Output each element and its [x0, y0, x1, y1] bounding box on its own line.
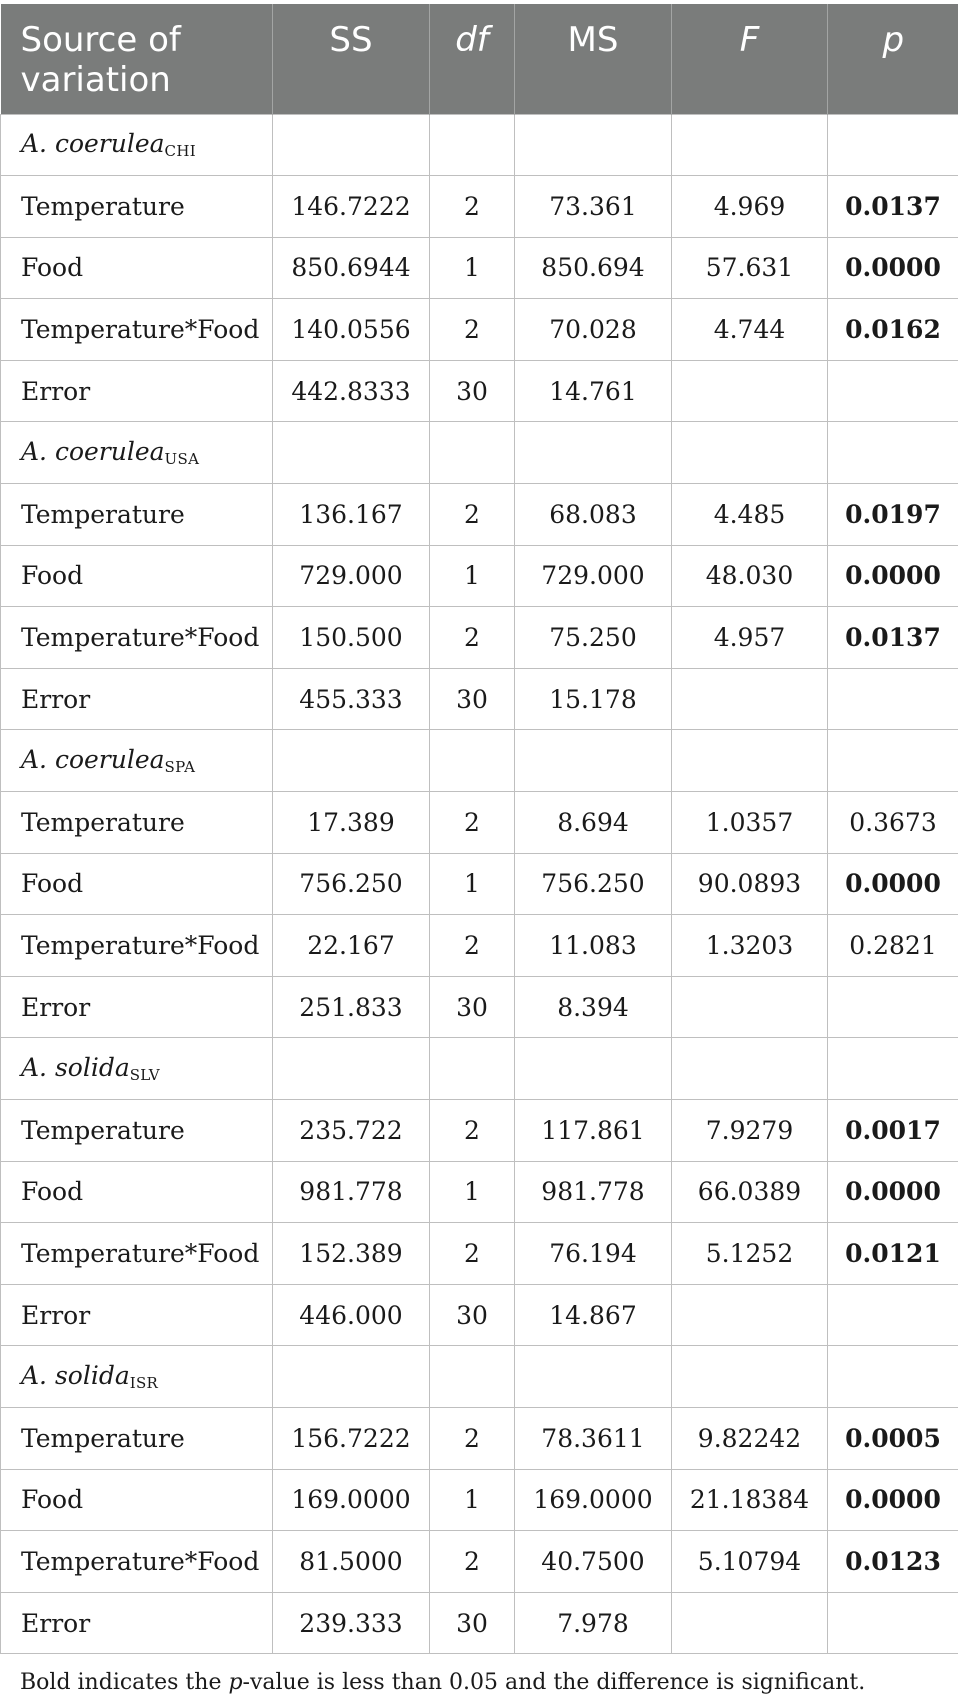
table-row	[1, 176, 958, 238]
cell-ss: 442.8333	[273, 360, 430, 422]
table-header	[1, 4, 958, 114]
empty-cell	[828, 114, 958, 176]
cell-f: 4.744	[672, 299, 828, 361]
header-f: F	[672, 4, 828, 114]
empty-cell	[672, 1038, 828, 1100]
cell-f: 4.969	[672, 176, 828, 238]
table-row	[1, 1592, 958, 1654]
empty-cell	[430, 422, 515, 484]
cell-p: 0.0000	[828, 545, 958, 607]
table-row	[1, 976, 958, 1038]
cell-p: 0.0000	[828, 237, 958, 299]
cell-df: 2	[430, 1531, 515, 1593]
cell-ms: 15.178	[515, 668, 672, 730]
table-footnote	[20, 1670, 865, 1695]
cell-ms: 68.083	[515, 484, 672, 546]
cell-p: 0.2821	[828, 915, 958, 977]
group-name	[1, 1346, 273, 1408]
footnote-before: Bold indicates the	[20, 1670, 229, 1695]
cell-df: 1	[430, 853, 515, 915]
cell-source: Temperature	[1, 1407, 273, 1469]
table-row	[1, 360, 958, 422]
cell-f: 21.18384	[672, 1469, 828, 1531]
cell-df: 2	[430, 792, 515, 854]
cell-source: Error	[1, 1284, 273, 1346]
cell-ms: 73.361	[515, 176, 672, 238]
empty-cell	[515, 114, 672, 176]
cell-source: Temperature	[1, 176, 273, 238]
cell-df: 30	[430, 668, 515, 730]
cell-ms: 729.000	[515, 545, 672, 607]
table-row	[1, 545, 958, 607]
cell-ss: 239.333	[273, 1592, 430, 1654]
cell-source: Food	[1, 1469, 273, 1531]
cell-ms: 14.867	[515, 1284, 672, 1346]
empty-cell	[672, 422, 828, 484]
table-row	[1, 1161, 958, 1223]
cell-df: 2	[430, 484, 515, 546]
species-name: A. solida	[21, 1053, 130, 1083]
cell-ss: 22.167	[273, 915, 430, 977]
table-row	[1, 668, 958, 730]
cell-source: Temperature*Food	[1, 1223, 273, 1285]
empty-cell	[273, 114, 430, 176]
cell-ms: 70.028	[515, 299, 672, 361]
empty-cell	[273, 1038, 430, 1100]
cell-df: 2	[430, 1407, 515, 1469]
header-ms: MS	[515, 4, 672, 114]
empty-cell	[828, 730, 958, 792]
cell-ss: 156.7222	[273, 1407, 430, 1469]
cell-p	[828, 976, 958, 1038]
cell-ss: 981.778	[273, 1161, 430, 1223]
cell-ms: 8.394	[515, 976, 672, 1038]
cell-ms: 850.694	[515, 237, 672, 299]
table-row	[1, 1284, 958, 1346]
cell-df: 2	[430, 1223, 515, 1285]
cell-ss: 152.389	[273, 1223, 430, 1285]
cell-df: 30	[430, 360, 515, 422]
anova-table	[0, 4, 958, 1654]
cell-source: Food	[1, 1161, 273, 1223]
cell-p: 0.0137	[828, 176, 958, 238]
cell-p: 0.0137	[828, 607, 958, 669]
cell-df: 1	[430, 1161, 515, 1223]
table-row	[1, 1407, 958, 1469]
table-row	[1, 1100, 958, 1162]
cell-source: Temperature*Food	[1, 299, 273, 361]
cell-df: 1	[430, 237, 515, 299]
cell-df: 1	[430, 545, 515, 607]
cell-source: Temperature	[1, 1100, 273, 1162]
empty-cell	[672, 730, 828, 792]
empty-cell	[273, 422, 430, 484]
cell-ss: 140.0556	[273, 299, 430, 361]
cell-p: 0.0162	[828, 299, 958, 361]
cell-ss: 150.500	[273, 607, 430, 669]
group-row	[1, 730, 958, 792]
cell-f: 5.10794	[672, 1531, 828, 1593]
table-row	[1, 237, 958, 299]
empty-cell	[828, 1346, 958, 1408]
cell-source: Temperature	[1, 792, 273, 854]
cell-ss: 136.167	[273, 484, 430, 546]
empty-cell	[515, 730, 672, 792]
cell-ms: 14.761	[515, 360, 672, 422]
empty-cell	[430, 1038, 515, 1100]
table-row	[1, 484, 958, 546]
cell-p: 0.0000	[828, 853, 958, 915]
cell-ms: 169.0000	[515, 1469, 672, 1531]
empty-cell	[828, 1038, 958, 1100]
cell-df: 2	[430, 607, 515, 669]
footnote-italic: p	[228, 1670, 243, 1695]
cell-ms: 7.978	[515, 1592, 672, 1654]
cell-df: 1	[430, 1469, 515, 1531]
cell-source: Error	[1, 668, 273, 730]
cell-f: 90.0893	[672, 853, 828, 915]
cell-df: 2	[430, 299, 515, 361]
empty-cell	[273, 1346, 430, 1408]
empty-cell	[515, 1346, 672, 1408]
table-row	[1, 792, 958, 854]
group-row	[1, 422, 958, 484]
cell-f: 1.3203	[672, 915, 828, 977]
cell-ss: 17.389	[273, 792, 430, 854]
cell-source: Error	[1, 360, 273, 422]
cell-ss: 446.000	[273, 1284, 430, 1346]
group-name	[1, 422, 273, 484]
cell-source: Temperature*Food	[1, 915, 273, 977]
footnote-after: -value is less than 0.05 and the difference is significant.	[242, 1670, 866, 1695]
group-row	[1, 1346, 958, 1408]
cell-f	[672, 976, 828, 1038]
cell-ss: 81.5000	[273, 1531, 430, 1593]
cell-source: Error	[1, 1592, 273, 1654]
cell-ss: 729.000	[273, 545, 430, 607]
cell-source: Temperature	[1, 484, 273, 546]
cell-p: 0.0017	[828, 1100, 958, 1162]
cell-f	[672, 668, 828, 730]
anova-table-container	[0, 4, 958, 1654]
cell-p: 0.0000	[828, 1469, 958, 1531]
species-name: A. coerulea	[21, 437, 165, 467]
cell-df: 30	[430, 1592, 515, 1654]
cell-f: 9.82242	[672, 1407, 828, 1469]
empty-cell	[430, 730, 515, 792]
table-row	[1, 853, 958, 915]
cell-ms: 756.250	[515, 853, 672, 915]
cell-f: 57.631	[672, 237, 828, 299]
empty-cell	[430, 1346, 515, 1408]
cell-df: 2	[430, 176, 515, 238]
group-name	[1, 730, 273, 792]
cell-p	[828, 360, 958, 422]
cell-p	[828, 668, 958, 730]
group-name	[1, 1038, 273, 1100]
cell-p: 0.0123	[828, 1531, 958, 1593]
cell-source: Temperature*Food	[1, 607, 273, 669]
cell-f: 1.0357	[672, 792, 828, 854]
cell-f	[672, 360, 828, 422]
cell-ms: 75.250	[515, 607, 672, 669]
cell-ss: 850.6944	[273, 237, 430, 299]
empty-cell	[515, 1038, 672, 1100]
cell-df: 2	[430, 915, 515, 977]
cell-ms: 78.3611	[515, 1407, 672, 1469]
empty-cell	[273, 730, 430, 792]
cell-ss: 169.0000	[273, 1469, 430, 1531]
group-name	[1, 114, 273, 176]
cell-source: Food	[1, 853, 273, 915]
cell-p: 0.0000	[828, 1161, 958, 1223]
table-row	[1, 915, 958, 977]
empty-cell	[515, 422, 672, 484]
cell-f: 4.957	[672, 607, 828, 669]
cell-ss: 251.833	[273, 976, 430, 1038]
table-body	[1, 114, 958, 1654]
table-row	[1, 1223, 958, 1285]
population-subscript: SLV	[129, 1066, 160, 1085]
population-subscript: ISR	[129, 1374, 159, 1393]
species-name: A. solida	[21, 1361, 130, 1391]
cell-ss: 146.7222	[273, 176, 430, 238]
header-ss: SS	[273, 4, 430, 114]
cell-source: Error	[1, 976, 273, 1038]
species-name: A. coerulea	[21, 129, 165, 159]
group-row	[1, 114, 958, 176]
table-row	[1, 299, 958, 361]
cell-f: 66.0389	[672, 1161, 828, 1223]
cell-ss: 455.333	[273, 668, 430, 730]
empty-cell	[672, 1346, 828, 1408]
cell-p: 0.0005	[828, 1407, 958, 1469]
table-row	[1, 607, 958, 669]
table-row	[1, 1531, 958, 1593]
empty-cell	[672, 114, 828, 176]
population-subscript: USA	[164, 450, 200, 469]
cell-df: 30	[430, 1284, 515, 1346]
species-name: A. coerulea	[21, 745, 165, 775]
header-source: Source of variation	[1, 4, 273, 114]
cell-ss: 235.722	[273, 1100, 430, 1162]
cell-ss: 756.250	[273, 853, 430, 915]
group-row	[1, 1038, 958, 1100]
empty-cell	[430, 114, 515, 176]
population-subscript: CHI	[164, 142, 196, 161]
cell-p: 0.3673	[828, 792, 958, 854]
cell-f	[672, 1592, 828, 1654]
table-row	[1, 1469, 958, 1531]
cell-ms: 981.778	[515, 1161, 672, 1223]
header-df: df	[430, 4, 515, 114]
cell-f	[672, 1284, 828, 1346]
cell-df: 2	[430, 1100, 515, 1162]
cell-ms: 40.7500	[515, 1531, 672, 1593]
cell-f: 7.9279	[672, 1100, 828, 1162]
header-row	[1, 4, 958, 114]
cell-ms: 11.083	[515, 915, 672, 977]
cell-p: 0.0121	[828, 1223, 958, 1285]
cell-ms: 117.861	[515, 1100, 672, 1162]
cell-ms: 76.194	[515, 1223, 672, 1285]
cell-p	[828, 1592, 958, 1654]
empty-cell	[828, 422, 958, 484]
cell-p: 0.0197	[828, 484, 958, 546]
cell-source: Temperature*Food	[1, 1531, 273, 1593]
cell-source: Food	[1, 237, 273, 299]
cell-df: 30	[430, 976, 515, 1038]
cell-f: 5.1252	[672, 1223, 828, 1285]
cell-source: Food	[1, 545, 273, 607]
population-subscript: SPA	[164, 758, 196, 777]
cell-ms: 8.694	[515, 792, 672, 854]
cell-f: 48.030	[672, 545, 828, 607]
header-p: p	[828, 4, 958, 114]
cell-p	[828, 1284, 958, 1346]
cell-f: 4.485	[672, 484, 828, 546]
